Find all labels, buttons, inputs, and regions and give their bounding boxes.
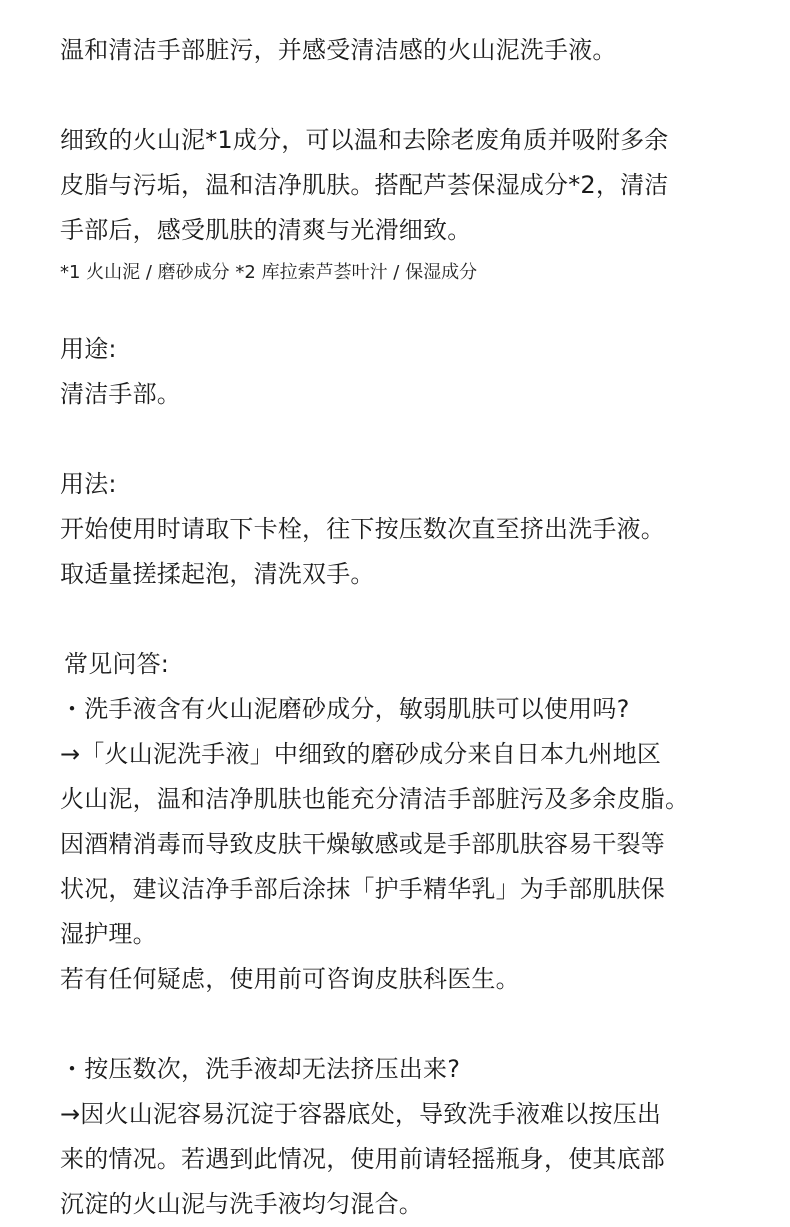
- usage-section: [60, 462, 780, 597]
- purpose-heading: 用途:: [60, 335, 117, 363]
- description-line: 细致的火山泥*1成分，可以温和去除老废角质并吸附多余: [60, 126, 669, 154]
- usage-heading: 用法:: [60, 470, 117, 498]
- faq-heading: 常见问答:: [64, 650, 170, 678]
- spacer: [60, 417, 780, 462]
- purpose-section: [60, 327, 780, 417]
- faq-answer-line: 沉淀的火山泥与洗手液均匀混合。: [60, 1190, 423, 1218]
- faq-answer-line: 来的情况。若遇到此情况，使用前请轻摇瓶身，使其底部: [60, 1145, 665, 1173]
- product-description-page: [60, 28, 780, 1227]
- faq-section: [60, 642, 780, 1227]
- purpose-text: 清洁手部。: [60, 380, 181, 408]
- faq-answer-line: →因火山泥容易沉淀于容器底处，导致洗手液难以按压出: [60, 1100, 662, 1128]
- spacer: [60, 293, 780, 327]
- description-line: 手部后，感受肌肤的清爽与光滑细致。: [60, 216, 472, 244]
- faq-question: ・按压数次，洗手液却无法挤压出来?: [60, 1055, 461, 1083]
- description-block: [60, 118, 780, 293]
- faq-answer-line: 湿护理。: [60, 920, 157, 948]
- intro-text: 温和清洁手部脏污，并感受清洁感的火山泥洗手液。: [60, 36, 617, 64]
- spacer: [60, 73, 780, 118]
- description-line: 皮脂与污垢，温和洁净肌肤。搭配芦荟保湿成分*2，清洁: [60, 171, 669, 199]
- usage-line: 取适量搓揉起泡，清洗双手。: [60, 560, 375, 588]
- usage-line: 开始使用时请取下卡栓，往下按压数次直至挤出洗手液。: [60, 515, 665, 543]
- faq-answer-line: 状况，建议洁净手部后涂抹「护手精华乳」为手部肌肤保: [60, 875, 665, 903]
- faq-answer-line: 火山泥，温和洁净肌肤也能充分清洁手部脏污及多余皮脂。: [60, 785, 690, 813]
- faq-answer-line: →「火山泥洗手液」中细致的磨砂成分来自日本九州地区: [60, 740, 662, 768]
- faq-answer-line: 因酒精消毒而导致皮肤干燥敏感或是手部肌肤容易干裂等: [60, 830, 665, 858]
- spacer: [60, 597, 780, 642]
- faq-answer-line: 若有任何疑虑，使用前可咨询皮肤科医生。: [60, 965, 520, 993]
- spacer: [60, 1002, 780, 1047]
- faq-question: ・洗手液含有火山泥磨砂成分，敏弱肌肤可以使用吗?: [60, 695, 630, 723]
- ingredient-footnote: *1 火山泥 / 磨砂成分 *2 库拉索芦荟叶汁 / 保湿成分: [60, 262, 478, 283]
